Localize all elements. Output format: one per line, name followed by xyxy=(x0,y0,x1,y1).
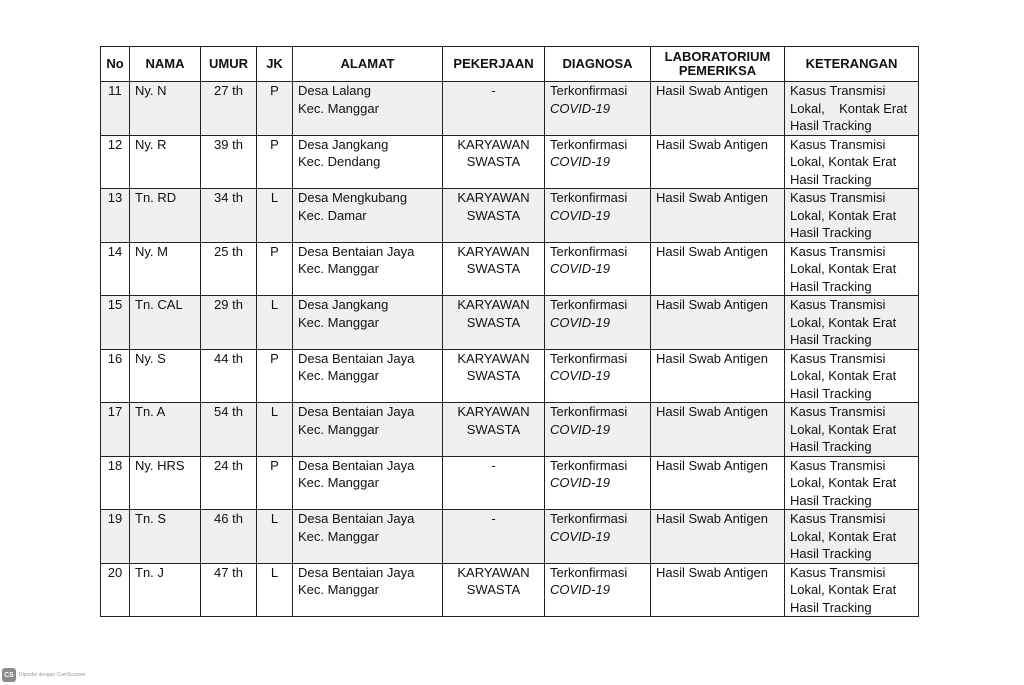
pekerjaan-line2: SWASTA xyxy=(466,261,521,276)
header-no: No xyxy=(101,47,130,82)
table-row xyxy=(101,242,919,296)
keterangan-line1: Kasus Transmisi xyxy=(790,243,886,259)
diagnosa-disease: COVID-19 xyxy=(550,582,610,597)
keterangan-line2: Lokal, Kontak Erat xyxy=(790,421,897,437)
alamat-desa: Desa Jangkang xyxy=(298,297,389,312)
diagnosa-status: Terkonfirmasi xyxy=(550,190,628,205)
nama-value: Tn. A xyxy=(135,404,166,419)
diagnosa-disease: COVID-19 xyxy=(550,314,610,330)
keterangan-line3: Hasil Tracking xyxy=(790,439,872,454)
cell-jk xyxy=(257,296,293,350)
diagnosa-status: Terkonfirmasi xyxy=(550,564,628,580)
alamat-desa: Desa Bentaian Jaya xyxy=(298,350,415,366)
diagnosa-disease: COVID-19 xyxy=(550,475,610,490)
keterangan-line3: Hasil Tracking xyxy=(790,118,872,133)
no-value: 17 xyxy=(107,404,123,419)
cell-jk xyxy=(257,189,293,243)
umur-value: 44 th xyxy=(214,350,243,366)
cell-umur xyxy=(201,189,257,243)
cell-keterangan xyxy=(785,403,919,457)
keterangan-line1: Kasus Transmisi xyxy=(790,404,886,419)
cell-alamat xyxy=(293,135,443,189)
no-value: 16 xyxy=(107,350,123,366)
cell-alamat xyxy=(293,456,443,510)
pekerjaan-line2: SWASTA xyxy=(466,314,521,330)
cell-jk xyxy=(257,135,293,189)
cell-laboratorium xyxy=(651,242,785,296)
alamat-kecamatan: Kec. Manggar xyxy=(298,475,379,490)
alamat-kecamatan: Kec. Manggar xyxy=(298,314,379,330)
keterangan-line2: Lokal, Kontak Erat xyxy=(790,528,897,544)
scanner-watermark xyxy=(2,668,86,682)
umur-value: 54 th xyxy=(214,404,243,419)
cell-no xyxy=(101,82,130,136)
table-row xyxy=(101,456,919,510)
cell-laboratorium xyxy=(651,82,785,136)
cell-nama xyxy=(130,403,201,457)
cell-keterangan xyxy=(785,456,919,510)
keterangan-line1: Kasus Transmisi xyxy=(790,511,886,526)
table-row xyxy=(101,135,919,189)
diagnosa-status: Terkonfirmasi xyxy=(550,350,628,366)
alamat-kecamatan: Kec. Manggar xyxy=(298,421,379,437)
scanner-text: Dipindai dengan CamScanner xyxy=(19,672,86,678)
cell-nama xyxy=(130,296,201,350)
nama-value: Tn. S xyxy=(135,511,167,526)
cell-jk xyxy=(257,510,293,564)
cell-diagnosa xyxy=(545,189,651,243)
cell-no xyxy=(101,456,130,510)
cell-diagnosa xyxy=(545,135,651,189)
cell-keterangan xyxy=(785,242,919,296)
keterangan-line1: Kasus Transmisi xyxy=(790,564,886,580)
keterangan-line3: Hasil Tracking xyxy=(790,278,872,294)
no-value: 19 xyxy=(107,511,123,526)
patient-table xyxy=(100,46,919,617)
keterangan-line2: Lokal, Kontak Erat xyxy=(790,154,897,169)
cell-no xyxy=(101,135,130,189)
keterangan-line3: Hasil Tracking xyxy=(790,385,872,401)
header-nama: NAMA xyxy=(130,47,201,82)
table-row xyxy=(101,349,919,403)
cell-alamat xyxy=(293,563,443,617)
cell-nama xyxy=(130,242,201,296)
lab-value: Hasil Swab Antigen xyxy=(656,404,769,419)
cell-laboratorium xyxy=(651,563,785,617)
nama-value: Ny. N xyxy=(135,83,167,98)
camscanner-logo-icon: CS xyxy=(2,668,16,682)
header-diagnosa: DIAGNOSA xyxy=(545,47,651,82)
cell-nama xyxy=(130,189,201,243)
alamat-desa: Desa Bentaian Jaya xyxy=(298,457,415,473)
no-value: 20 xyxy=(107,564,123,580)
no-value: 12 xyxy=(107,136,123,152)
no-value: 13 xyxy=(107,190,123,205)
alamat-kecamatan: Kec. Manggar xyxy=(298,261,379,276)
keterangan-line3: Hasil Tracking xyxy=(790,171,872,187)
cell-alamat xyxy=(293,82,443,136)
cell-no xyxy=(101,242,130,296)
header-jk: JK xyxy=(257,47,293,82)
cell-keterangan xyxy=(785,135,919,189)
header-keterangan: KETERANGAN xyxy=(785,47,919,82)
pekerjaan-line2: SWASTA xyxy=(466,154,521,169)
table-row xyxy=(101,189,919,243)
cell-alamat xyxy=(293,242,443,296)
cell-umur xyxy=(201,456,257,510)
alamat-desa: Desa Jangkang xyxy=(298,136,389,152)
keterangan-line2: Lokal, Kontak Erat xyxy=(790,100,908,116)
cell-nama xyxy=(130,135,201,189)
umur-value: 27 th xyxy=(214,83,243,98)
cell-diagnosa xyxy=(545,563,651,617)
nama-value: Tn. CAL xyxy=(135,297,183,312)
header-laboratorium: LABORATORIUM PEMERIKSA xyxy=(651,47,785,82)
no-value: 18 xyxy=(107,457,123,473)
diagnosa-status: Terkonfirmasi xyxy=(550,297,628,312)
alamat-kecamatan: Kec. Manggar xyxy=(298,100,379,116)
nama-value: Tn. RD xyxy=(135,190,177,205)
cell-pekerjaan xyxy=(443,510,545,564)
keterangan-line3: Hasil Tracking xyxy=(790,492,872,508)
cell-umur xyxy=(201,242,257,296)
lab-value: Hasil Swab Antigen xyxy=(656,457,769,473)
no-value: 14 xyxy=(107,243,123,259)
alamat-kecamatan: Kec. Manggar xyxy=(298,368,379,383)
no-value: 11 xyxy=(108,83,122,98)
alamat-desa: Desa Bentaian Jaya xyxy=(298,243,415,259)
diagnosa-status: Terkonfirmasi xyxy=(550,404,628,419)
keterangan-line3: Hasil Tracking xyxy=(790,332,872,347)
cell-diagnosa xyxy=(545,296,651,350)
cell-alamat xyxy=(293,296,443,350)
diagnosa-disease: COVID-19 xyxy=(550,100,610,116)
diagnosa-disease: COVID-19 xyxy=(550,368,610,383)
cell-umur xyxy=(201,296,257,350)
table-row xyxy=(101,563,919,617)
table-row xyxy=(101,403,919,457)
cell-laboratorium xyxy=(651,135,785,189)
cell-laboratorium xyxy=(651,349,785,403)
cell-diagnosa xyxy=(545,349,651,403)
diagnosa-disease: COVID-19 xyxy=(550,421,610,437)
alamat-desa: Desa Mengkubang xyxy=(298,190,408,205)
pekerjaan-line1: - xyxy=(491,457,496,473)
keterangan-line1: Kasus Transmisi xyxy=(790,83,886,98)
nama-value: Ny. HRS xyxy=(135,457,185,473)
cell-diagnosa xyxy=(545,242,651,296)
table-row xyxy=(101,510,919,564)
keterangan-line1: Kasus Transmisi xyxy=(790,457,886,473)
pekerjaan-line2: SWASTA xyxy=(466,582,521,597)
cell-no xyxy=(101,349,130,403)
alamat-desa: Desa Lalang xyxy=(298,83,371,98)
umur-value: 47 th xyxy=(214,564,243,580)
jk-value: L xyxy=(270,564,279,580)
cell-nama xyxy=(130,349,201,403)
cell-diagnosa xyxy=(545,510,651,564)
cell-jk xyxy=(257,563,293,617)
cell-no xyxy=(101,296,130,350)
keterangan-line1: Kasus Transmisi xyxy=(790,297,886,312)
nama-value: Tn. J xyxy=(135,564,164,580)
jk-value: P xyxy=(270,457,279,473)
keterangan-line3: Hasil Tracking xyxy=(790,225,872,240)
pekerjaan-line1: KARYAWAN xyxy=(457,136,530,152)
diagnosa-disease: COVID-19 xyxy=(550,207,610,223)
cell-keterangan xyxy=(785,82,919,136)
cell-nama xyxy=(130,563,201,617)
diagnosa-status: Terkonfirmasi xyxy=(550,511,628,526)
cell-pekerjaan xyxy=(443,456,545,510)
cell-no xyxy=(101,563,130,617)
umur-value: 34 th xyxy=(214,190,243,205)
pekerjaan-line1: KARYAWAN xyxy=(457,564,530,580)
lab-value: Hasil Swab Antigen xyxy=(656,564,769,580)
cell-umur xyxy=(201,349,257,403)
cell-umur xyxy=(201,563,257,617)
cell-jk xyxy=(257,403,293,457)
diagnosa-status: Terkonfirmasi xyxy=(550,457,628,473)
keterangan-line3: Hasil Tracking xyxy=(790,546,872,561)
header-alamat: ALAMAT xyxy=(293,47,443,82)
lab-value: Hasil Swab Antigen xyxy=(656,350,769,366)
lab-value: Hasil Swab Antigen xyxy=(656,297,769,312)
diagnosa-status: Terkonfirmasi xyxy=(550,136,628,152)
cell-laboratorium xyxy=(651,510,785,564)
cell-laboratorium xyxy=(651,456,785,510)
umur-value: 39 th xyxy=(214,136,243,152)
alamat-kecamatan: Kec. Damar xyxy=(298,207,367,223)
keterangan-line1: Kasus Transmisi xyxy=(790,190,886,205)
jk-value: P xyxy=(270,243,279,259)
pekerjaan-line1: - xyxy=(491,511,496,526)
cell-keterangan xyxy=(785,349,919,403)
cell-diagnosa xyxy=(545,456,651,510)
cell-alamat xyxy=(293,403,443,457)
jk-value: L xyxy=(270,190,279,205)
cell-alamat xyxy=(293,349,443,403)
keterangan-line3: Hasil Tracking xyxy=(790,599,872,615)
header-pekerjaan: PEKERJAAN xyxy=(443,47,545,82)
diagnosa-disease: COVID-19 xyxy=(550,154,610,169)
pekerjaan-line1: KARYAWAN xyxy=(457,297,530,312)
pekerjaan-line1: KARYAWAN xyxy=(457,243,530,259)
umur-value: 24 th xyxy=(214,457,243,473)
pekerjaan-line2: SWASTA xyxy=(466,207,521,223)
cell-keterangan xyxy=(785,296,919,350)
cell-nama xyxy=(130,82,201,136)
keterangan-line1: Kasus Transmisi xyxy=(790,136,886,152)
cell-alamat xyxy=(293,189,443,243)
jk-value: L xyxy=(270,404,279,419)
diagnosa-disease: COVID-19 xyxy=(550,528,610,544)
keterangan-line2: Lokal, Kontak Erat xyxy=(790,475,897,490)
jk-value: P xyxy=(270,83,279,98)
nama-value: Ny. S xyxy=(135,350,166,366)
lab-value: Hasil Swab Antigen xyxy=(656,83,769,98)
umur-value: 25 th xyxy=(214,243,243,259)
lab-value: Hasil Swab Antigen xyxy=(656,243,769,259)
cell-pekerjaan xyxy=(443,349,545,403)
nama-value: Ny. R xyxy=(135,136,167,152)
cell-pekerjaan xyxy=(443,189,545,243)
cell-no xyxy=(101,189,130,243)
header-umur: UMUR xyxy=(201,47,257,82)
alamat-kecamatan: Kec. Manggar xyxy=(298,528,379,544)
diagnosa-status: Terkonfirmasi xyxy=(550,83,628,98)
cell-umur xyxy=(201,135,257,189)
pekerjaan-line2: SWASTA xyxy=(466,368,521,383)
alamat-kecamatan: Kec. Dendang xyxy=(298,154,381,169)
cell-no xyxy=(101,403,130,457)
header-row xyxy=(101,47,919,82)
cell-laboratorium xyxy=(651,403,785,457)
no-value: 15 xyxy=(107,297,123,312)
cell-nama xyxy=(130,456,201,510)
keterangan-line2: Lokal, Kontak Erat xyxy=(790,582,897,597)
cell-umur xyxy=(201,403,257,457)
lab-value: Hasil Swab Antigen xyxy=(656,511,769,526)
cell-umur xyxy=(201,510,257,564)
cell-jk xyxy=(257,349,293,403)
alamat-desa: Desa Bentaian Jaya xyxy=(298,564,415,580)
jk-value: L xyxy=(270,297,279,312)
cell-keterangan xyxy=(785,189,919,243)
cell-diagnosa xyxy=(545,403,651,457)
diagnosa-disease: COVID-19 xyxy=(550,261,610,276)
cell-pekerjaan xyxy=(443,135,545,189)
cell-umur xyxy=(201,82,257,136)
pekerjaan-line1: KARYAWAN xyxy=(457,190,530,205)
jk-value: P xyxy=(270,136,279,152)
cell-pekerjaan xyxy=(443,82,545,136)
cell-pekerjaan xyxy=(443,296,545,350)
umur-value: 29 th xyxy=(214,297,243,312)
cell-jk xyxy=(257,456,293,510)
cell-pekerjaan xyxy=(443,403,545,457)
diagnosa-status: Terkonfirmasi xyxy=(550,243,628,259)
alamat-desa: Desa Bentaian Jaya xyxy=(298,404,415,419)
cell-laboratorium xyxy=(651,189,785,243)
keterangan-line2: Lokal, Kontak Erat xyxy=(790,314,897,330)
keterangan-line2: Lokal, Kontak Erat xyxy=(790,207,897,223)
lab-value: Hasil Swab Antigen xyxy=(656,190,769,205)
cell-no xyxy=(101,510,130,564)
lab-value: Hasil Swab Antigen xyxy=(656,136,769,152)
pekerjaan-line1: KARYAWAN xyxy=(457,350,530,366)
cell-pekerjaan xyxy=(443,563,545,617)
cell-jk xyxy=(257,242,293,296)
keterangan-line2: Lokal, Kontak Erat xyxy=(790,368,897,383)
pekerjaan-line1: KARYAWAN xyxy=(457,404,530,419)
cell-jk xyxy=(257,82,293,136)
cell-pekerjaan xyxy=(443,242,545,296)
jk-value: P xyxy=(270,350,279,366)
alamat-desa: Desa Bentaian Jaya xyxy=(298,511,415,526)
cell-nama xyxy=(130,510,201,564)
nama-value: Ny. M xyxy=(135,243,168,259)
keterangan-line2: Lokal, Kontak Erat xyxy=(790,261,897,276)
pekerjaan-line2: SWASTA xyxy=(466,421,521,437)
cell-diagnosa xyxy=(545,82,651,136)
umur-value: 46 th xyxy=(214,511,243,526)
jk-value: L xyxy=(270,511,279,526)
cell-keterangan xyxy=(785,563,919,617)
cell-laboratorium xyxy=(651,296,785,350)
table-row xyxy=(101,296,919,350)
alamat-kecamatan: Kec. Manggar xyxy=(298,582,379,597)
cell-keterangan xyxy=(785,510,919,564)
table-row xyxy=(101,82,919,136)
pekerjaan-line1: - xyxy=(491,83,496,98)
cell-alamat xyxy=(293,510,443,564)
keterangan-line1: Kasus Transmisi xyxy=(790,350,886,366)
